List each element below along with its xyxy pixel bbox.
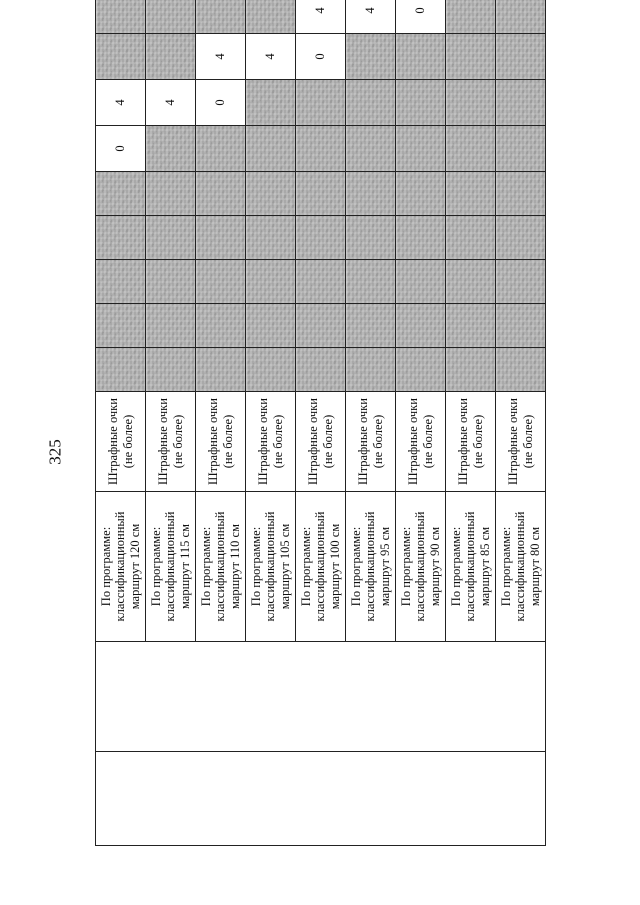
unit-label: Штрафные очки (не более): [296, 392, 346, 492]
empty-column: [96, 642, 546, 752]
shaded-cell: [196, 260, 246, 304]
value-cell: 0: [196, 80, 246, 126]
shaded-cell: [246, 304, 296, 348]
shaded-cell: [346, 80, 396, 126]
value-cell: 0: [296, 34, 346, 80]
shaded-cell: [146, 172, 196, 216]
shaded-cell: [496, 126, 546, 172]
shaded-cell: [246, 260, 296, 304]
margin-column: [96, 752, 546, 846]
unit-label: Штрафные очки (не более): [446, 392, 496, 492]
shaded-cell: [346, 216, 396, 260]
shaded-cell: [146, 216, 196, 260]
unit-label: Штрафные очки (не более): [146, 392, 196, 492]
shaded-cell: [196, 304, 246, 348]
shaded-cell: [496, 80, 546, 126]
shaded-cell: [296, 304, 346, 348]
shaded-cell: [396, 126, 446, 172]
program-label: По программе: классификационный маршрут 95 см: [346, 492, 396, 642]
value-cell: 4: [146, 80, 196, 126]
page-number: 325: [45, 439, 65, 465]
value-cell: 0: [396, 0, 446, 34]
shaded-cell: [96, 172, 146, 216]
program-label: По программе: классификационный маршрут 105 см: [246, 492, 296, 642]
shaded-cell: [346, 260, 396, 304]
program-label: По программе: классификационный маршрут 115 см: [146, 492, 196, 642]
shaded-cell: [396, 80, 446, 126]
shaded-cell: [396, 260, 446, 304]
unit-label: Штрафные очки (не более): [496, 392, 546, 492]
shaded-cell: [446, 34, 496, 80]
standards-table: [95, 0, 546, 846]
shaded-cell: [246, 0, 296, 34]
shaded-cell: [246, 80, 296, 126]
shaded-cell: [446, 80, 496, 126]
shaded-cell: [146, 348, 196, 392]
program-label: По программе: классификационный маршрут 120 см: [96, 492, 146, 642]
shaded-cell: [96, 304, 146, 348]
shaded-cell: [96, 0, 146, 34]
program-label: По программе: классификационный маршрут 110 см: [196, 492, 246, 642]
shaded-cell: [346, 172, 396, 216]
shaded-cell: [396, 216, 446, 260]
shaded-cell: [396, 304, 446, 348]
shaded-cell: [396, 172, 446, 216]
shaded-cell: [296, 348, 346, 392]
unit-label: Штрафные очки (не более): [346, 392, 396, 492]
shaded-cell: [296, 172, 346, 216]
shaded-cell: [96, 260, 146, 304]
program-label: По программе: классификационный маршрут 80 см: [496, 492, 546, 642]
shaded-cell: [446, 348, 496, 392]
table-row: [96, 0, 146, 846]
shaded-cell: [346, 126, 396, 172]
shaded-cell: [496, 0, 546, 34]
unit-label: Штрафные очки (не более): [396, 392, 446, 492]
shaded-cell: [146, 260, 196, 304]
shaded-cell: [146, 304, 196, 348]
shaded-cell: [346, 348, 396, 392]
shaded-cell: [246, 126, 296, 172]
shaded-cell: [446, 0, 496, 34]
shaded-cell: [146, 0, 196, 34]
unit-label: Штрафные очки (не более): [196, 392, 246, 492]
program-label: По программе: классификационный маршрут 90 см: [396, 492, 446, 642]
rotated-table-container: [95, 7, 545, 846]
unit-label: Штрафные очки (не более): [96, 392, 146, 492]
unit-label: Штрафные очки (не более): [246, 392, 296, 492]
shaded-cell: [446, 172, 496, 216]
shaded-cell: [196, 0, 246, 34]
shaded-cell: [396, 34, 446, 80]
value-cell: 4: [96, 80, 146, 126]
shaded-cell: [196, 172, 246, 216]
value-cell: 4: [346, 0, 396, 34]
shaded-cell: [296, 260, 346, 304]
shaded-cell: [346, 34, 396, 80]
shaded-cell: [446, 126, 496, 172]
shaded-cell: [96, 348, 146, 392]
shaded-cell: [446, 216, 496, 260]
shaded-cell: [296, 216, 346, 260]
program-label: По программе: классификационный маршрут 100 см: [296, 492, 346, 642]
shaded-cell: [146, 126, 196, 172]
shaded-cell: [246, 172, 296, 216]
shaded-cell: [196, 348, 246, 392]
shaded-cell: [396, 348, 446, 392]
value-cell: 4: [296, 0, 346, 34]
shaded-cell: [296, 80, 346, 126]
shaded-cell: [346, 304, 396, 348]
shaded-cell: [496, 260, 546, 304]
shaded-cell: [196, 126, 246, 172]
value-cell: 0: [96, 126, 146, 172]
shaded-cell: [246, 348, 296, 392]
shaded-cell: [496, 34, 546, 80]
shaded-cell: [496, 216, 546, 260]
shaded-cell: [496, 304, 546, 348]
program-label: По программе: классификационный маршрут 85 см: [446, 492, 496, 642]
shaded-cell: [196, 216, 246, 260]
value-cell: 4: [246, 34, 296, 80]
shaded-cell: [446, 260, 496, 304]
value-cell: 4: [196, 34, 246, 80]
shaded-cell: [96, 34, 146, 80]
shaded-cell: [496, 348, 546, 392]
shaded-cell: [146, 34, 196, 80]
shaded-cell: [446, 304, 496, 348]
shaded-cell: [96, 216, 146, 260]
shaded-cell: [296, 126, 346, 172]
shaded-cell: [496, 172, 546, 216]
shaded-cell: [246, 216, 296, 260]
